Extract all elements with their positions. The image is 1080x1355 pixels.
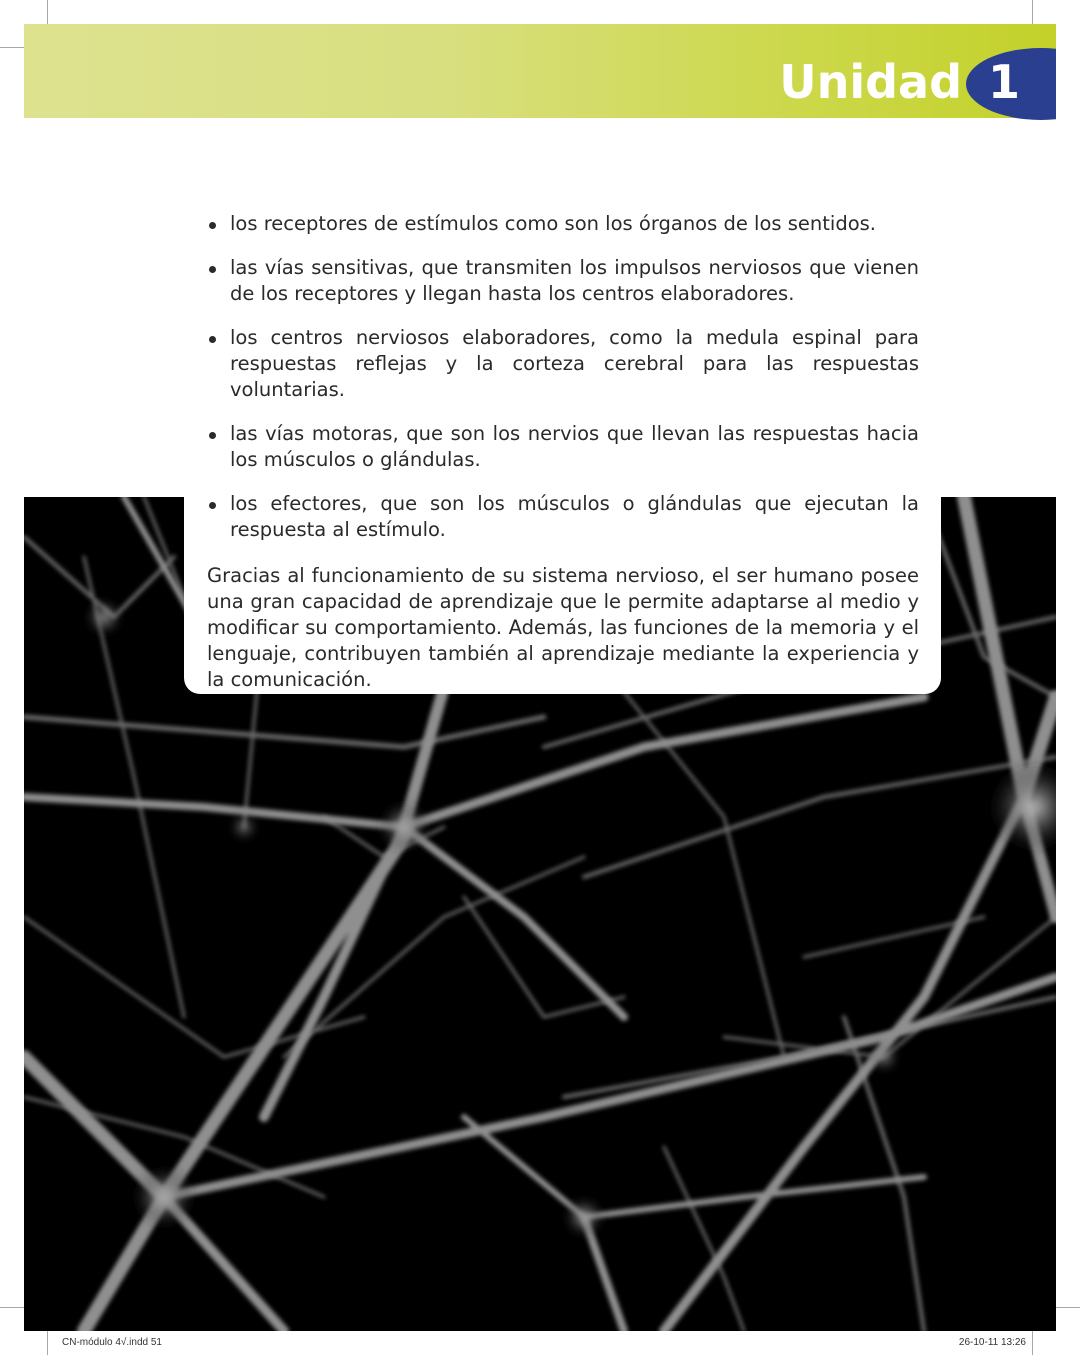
- unit-number: 1: [988, 55, 1021, 109]
- list-item: las vías sensitivas, que transmiten los impulsos nerviosos que vienen de los receptores y llegan hasta los centros elaboradores.: [207, 255, 919, 307]
- unit-title: Unidad: [779, 55, 962, 109]
- bullet-icon: [209, 266, 216, 273]
- crop-mark: [47, 1331, 48, 1355]
- list-item: las vías motoras, que son los nervios que llevan las respuestas hacia los músculos o glándulas.: [207, 421, 919, 473]
- bullet-icon: [209, 432, 216, 439]
- bullet-icon: [209, 222, 216, 229]
- bullet-icon: [209, 502, 216, 509]
- bullet-icon: [209, 336, 216, 343]
- list-item: los efectores, que son los músculos o glándulas que ejecutan la respuesta al estímulo.: [207, 491, 919, 543]
- print-timestamp: 26-10-11 13:26: [958, 1337, 1026, 1348]
- bullet-list: [207, 211, 919, 543]
- crop-mark: [1032, 0, 1033, 24]
- body-content: [207, 211, 919, 693]
- crop-mark: [1056, 1307, 1080, 1308]
- crop-mark: [47, 0, 48, 24]
- crop-mark: [0, 1307, 24, 1308]
- crop-mark: [0, 47, 24, 48]
- crop-mark: [1032, 1331, 1033, 1355]
- file-slug: CN-módulo 4√.indd 51: [62, 1337, 162, 1348]
- body-paragraph: Gracias al funcionamiento de su sistema nervioso, el ser humano posee una gran capacidad de aprendizaje que le permite adaptarse al medio y modificar su comportamiento. Además, las funciones de la memoria y el lenguaje, contribuyen también al aprendizaje mediante la experiencia y la comunicación.: [207, 564, 919, 691]
- list-item: los centros nerviosos elaboradores, como la medula espinal para respuestas reflejas y la corteza cerebral para las respuestas voluntarias.: [207, 325, 919, 403]
- page-margin: [1056, 24, 1080, 144]
- list-item: los receptores de estímulos como son los órganos de los sentidos.: [207, 211, 919, 237]
